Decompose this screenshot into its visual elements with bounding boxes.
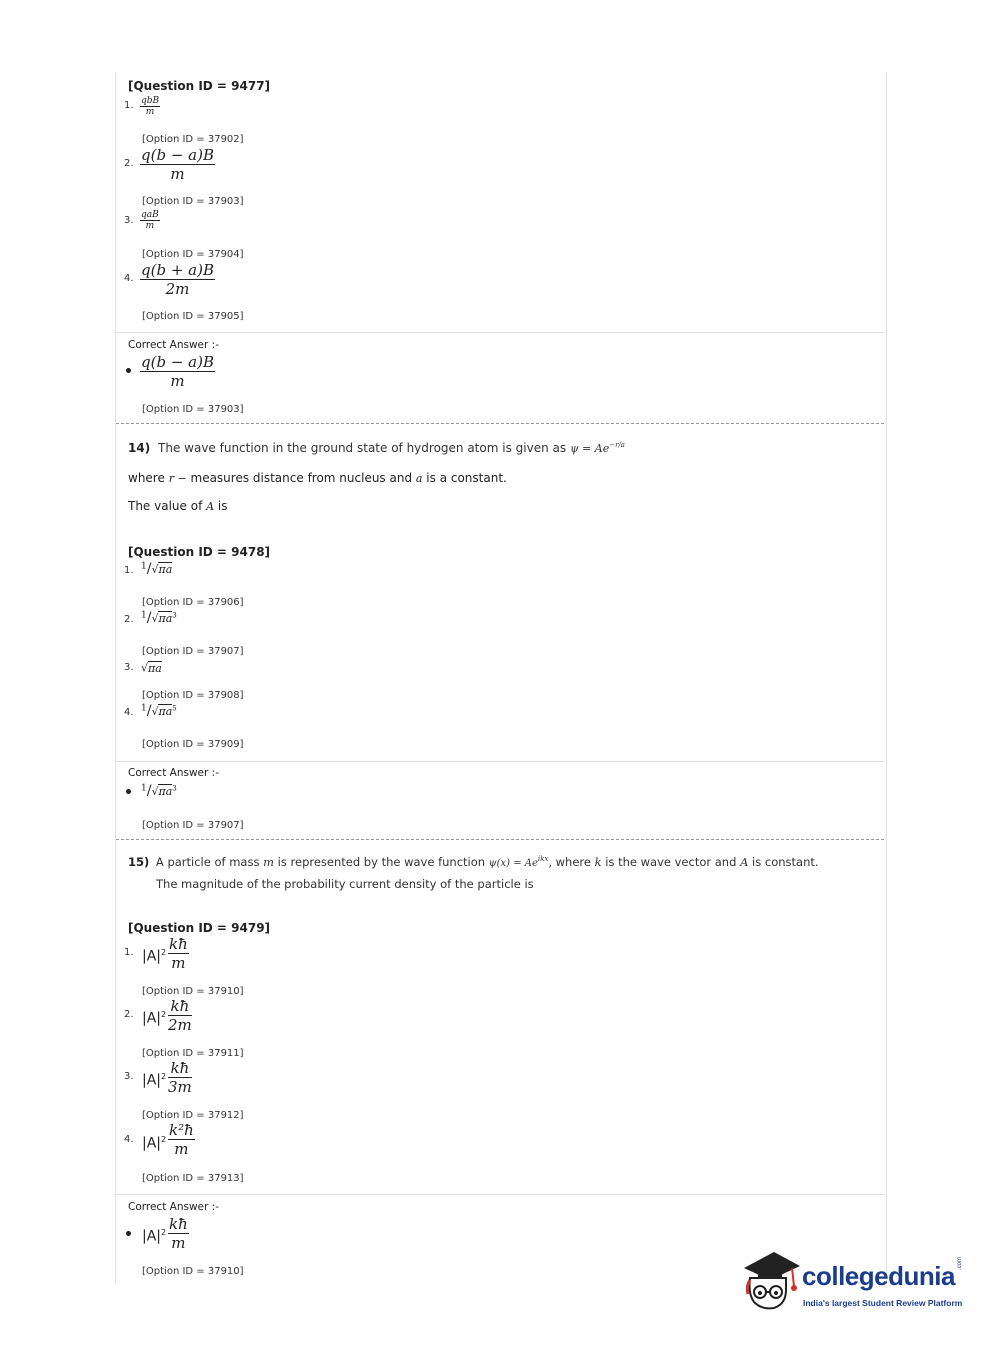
abs-squared: $|A|^2$ xyxy=(142,948,167,965)
section-divider xyxy=(116,332,884,333)
question-id: [Question ID = 9479] xyxy=(128,921,271,935)
option-number: 1. xyxy=(124,565,134,576)
denominator: m xyxy=(170,372,185,390)
option-formula xyxy=(168,1121,195,1158)
correct-answer-formula: $^1/√\pi a^3$ xyxy=(141,783,177,799)
exponent: −r/a xyxy=(609,441,625,449)
option-number: 2. xyxy=(124,614,134,625)
denominator: 2m xyxy=(168,1016,192,1034)
correct-answer-formula xyxy=(168,1215,189,1252)
denominator: 3m xyxy=(168,1078,192,1096)
option-number: 4. xyxy=(124,707,134,718)
option-formula: $^1$/√πa xyxy=(141,561,173,577)
option-formula xyxy=(168,935,189,972)
abs-squared: $|A|^2$ xyxy=(142,1135,167,1152)
option-number: 4. xyxy=(124,1134,134,1145)
numerator: qaB xyxy=(141,210,159,220)
numerator: k²ħ xyxy=(169,1121,194,1139)
option-number: 3. xyxy=(124,215,134,226)
numerator: kħ xyxy=(169,1215,188,1233)
wave-function: ψ(x) = Ae xyxy=(488,858,538,869)
correct-answer-formula xyxy=(140,353,215,390)
question-id: [Question ID = 9478] xyxy=(128,545,271,559)
option-number: 2. xyxy=(124,1009,134,1020)
option-formula xyxy=(168,997,192,1034)
numerator: q(b − a)B xyxy=(141,353,214,371)
bullet xyxy=(126,1231,131,1236)
option-id: [Option ID = 37903] xyxy=(142,196,244,207)
correct-option-id: [Option ID = 37907] xyxy=(142,820,244,831)
denominator: 2m xyxy=(165,280,190,298)
logo-wordmark: collegedunia xyxy=(802,1261,955,1291)
section-divider xyxy=(116,761,884,762)
question-text: 14) The wave function in the ground state of hydrogen atom is given as $\psi = Ae^{-r/a}$ xyxy=(128,441,625,455)
option-id: [Option ID = 37904] xyxy=(142,249,244,260)
correct-option-id: [Option ID = 37903] xyxy=(142,404,244,415)
correct-answer-label: Correct Answer :- xyxy=(128,1201,219,1213)
option-formula: $^1/√\pi a^3$ xyxy=(141,610,177,626)
bullet xyxy=(126,368,131,373)
numerator: qbB xyxy=(141,96,160,106)
denominator: m xyxy=(170,165,185,183)
option-id: [Option ID = 37907] xyxy=(142,646,244,657)
numerator: kħ xyxy=(169,935,188,953)
collegedunia-mascot-icon xyxy=(740,1250,802,1316)
option-id: [Option ID = 37913] xyxy=(142,1173,244,1184)
option-id: [Option ID = 37906] xyxy=(142,597,244,608)
question-divider xyxy=(116,423,884,424)
question-number: 14) xyxy=(128,441,151,455)
bullet xyxy=(126,789,131,794)
option-id: [Option ID = 37910] xyxy=(142,986,244,997)
abs-squared: $|A|^2$ xyxy=(142,1010,167,1027)
option-formula xyxy=(140,261,215,298)
correct-option-id: [Option ID = 37910] xyxy=(142,1266,244,1277)
denominator: m xyxy=(171,954,186,972)
question-id: [Question ID = 9477] xyxy=(128,79,271,93)
option-id: [Option ID = 37908] xyxy=(142,690,244,701)
correct-answer-label: Correct Answer :- xyxy=(128,339,219,351)
question-text: 15) A particle of mass m is represented by the wave function $\psi(x) = Ae^{ikx}$, where k is the wave vector and A is constant. xyxy=(128,855,819,869)
option-number: 3. xyxy=(124,1071,134,1082)
numerator: kħ xyxy=(170,1059,190,1077)
section-divider xyxy=(116,1194,884,1195)
option-formula xyxy=(168,1059,192,1096)
question-line: The value of A is xyxy=(128,499,228,513)
denominator: m xyxy=(145,221,155,231)
option-formula: $^1/√\pi a^5$ xyxy=(141,703,177,719)
option-formula xyxy=(140,146,215,183)
logo-suffix: .com xyxy=(957,1256,963,1270)
numerator: kħ xyxy=(170,997,190,1015)
option-number: 3. xyxy=(124,662,134,673)
option-number: 2. xyxy=(124,158,134,169)
abs-squared: $|A|^2$ xyxy=(142,1228,167,1245)
denominator: m xyxy=(174,1140,189,1158)
option-number: 1. xyxy=(124,947,134,958)
numerator: q(b − a)B xyxy=(141,146,214,164)
option-id: [Option ID = 37905] xyxy=(142,311,244,322)
question-number: 15) xyxy=(128,855,150,869)
option-id: [Option ID = 37909] xyxy=(142,739,244,750)
option-formula xyxy=(140,210,160,231)
abs-squared: $|A|^2$ xyxy=(142,1072,167,1089)
question-divider xyxy=(116,839,884,840)
option-number: 4. xyxy=(124,273,134,284)
option-number: 1. xyxy=(124,100,134,111)
option-id: [Option ID = 37912] xyxy=(142,1110,244,1121)
numerator: q(b + a)B xyxy=(141,261,214,279)
option-formula: √πa xyxy=(141,661,162,675)
correct-answer-label: Correct Answer :- xyxy=(128,767,219,779)
question-line: where r − measures distance from nucleus and a is a constant. xyxy=(128,471,507,485)
option-id: [Option ID = 37902] xyxy=(142,134,244,145)
option-id: [Option ID = 37911] xyxy=(142,1048,244,1059)
logo-tagline: India's largest Student Review Platform xyxy=(803,1298,963,1308)
option-formula xyxy=(140,96,160,117)
question-text-line2: The magnitude of the probability current density of the particle is xyxy=(156,877,534,891)
denominator: m xyxy=(145,107,155,117)
wave-function: ψ = Ae xyxy=(569,442,610,455)
denominator: m xyxy=(171,1234,186,1252)
